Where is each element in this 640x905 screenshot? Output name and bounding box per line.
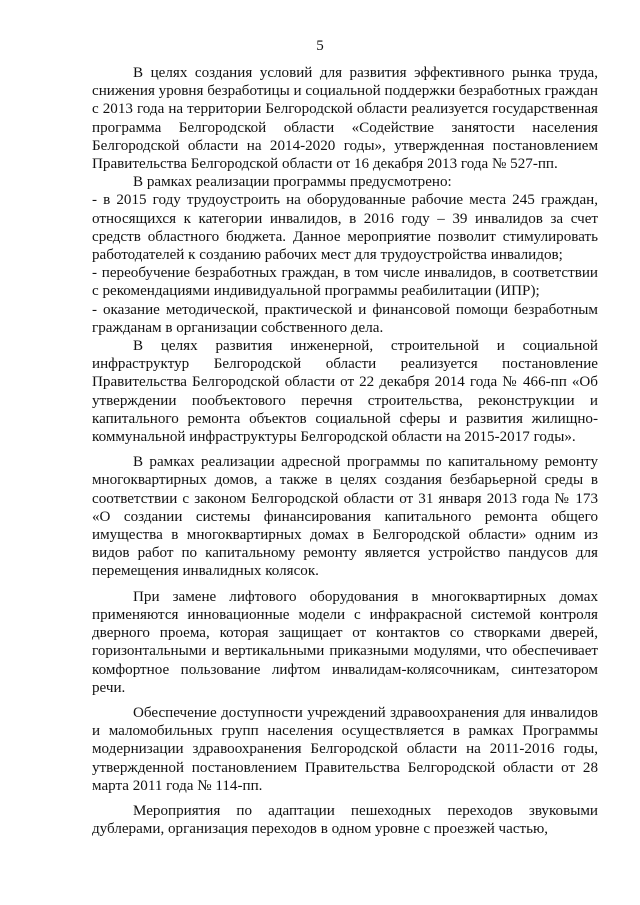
- paragraph-capital-repair: В рамках реализации адресной программы по капитальному ремонту многоквартирных домов, а также в целях создания безбарьерной среды в соответствии с законом Белгородской области от 31 января 2013 года № 173 «О создании системы финансирования капитального ремонта общего имущества в многоквартирных домах в Белгородской области» одним из видов работ по капитальному ремонту является устройство пандусов для перемещения инвалидных колясок.: [92, 454, 598, 580]
- paragraph-employment-program: В целях создания условий для развития эффективного рынка труда, снижения уровня безработицы и социальной поддержки безработных граждан с 2013 года на территории Белгородской области реализуется государственная программа Белгородской области «Содействие занятости населения Белгородской области на 2014-2020 годы», утвержденная постановлением Правительства Белгородской области от 16 декабря 2013 года № 527-пп.: [92, 65, 598, 173]
- paragraph-infrastructure: В целях развития инженерной, строительной и социальной инфраструктур Белгородской области реализуется постановление Правительства Белгородской области от 22 декабря 2014 года № 466-пп «Об утверждении пообъектового перечня строительства, реконструкции и капитального ремонта объектов социальной сферы и развития жилищно-коммунальной инфраструктуры Белгородской области на 2015-2017 годы».: [92, 338, 598, 446]
- page-number: 5: [316, 38, 324, 54]
- paragraph-pedestrian-crossings: Мероприятия по адаптации пешеходных переходов звуковыми дублерами, организация переходов в одном уровне с проезжей частью,: [92, 802, 598, 838]
- list-item-job-placement: - в 2015 году трудоустроить на оборудованные рабочие места 245 граждан, относящихся к категории инвалидов, в 2016 году – 39 инвалидов за счет средств областного бюджета. Данное мероприятие позволит стимулировать работодателей к созданию рабочих мест для трудоустройства инвалидов;: [92, 192, 598, 264]
- paragraph-healthcare: Обеспечение доступности учреждений здравоохранения для инвалидов и маломобильных групп населения осуществляется в рамках Программы модернизации здравоохранения Белгородской области на 2011-2016 годы, утвержденной постановлением Правительства Белгородской области от 28 марта 2011 года № 114-пп.: [92, 704, 598, 794]
- document-body: [92, 64, 598, 838]
- paragraph-elevators: При замене лифтового оборудования в многоквартирных домах применяются инновационные модели с инфракрасной системой контроля дверного проема, которая защищает от контактов со створками дверей, горизонтальными и вертикальными приказными модулями, что обеспечивает комфортное пользование лифтом инвалидам-колясочникам, синтезатором речи.: [92, 588, 598, 696]
- list-item-business-support: - оказание методической, практической и финансовой помощи безработным гражданам в организации собственного дела.: [92, 301, 598, 336]
- paragraph-program-provisions: В рамках реализации программы предусмотрено:: [133, 174, 452, 191]
- list-item-retraining: - переобучение безработных граждан, в том числе инвалидов, в соответствии с рекомендациями индивидуальной программы реабилитации (ИПР);: [92, 265, 598, 300]
